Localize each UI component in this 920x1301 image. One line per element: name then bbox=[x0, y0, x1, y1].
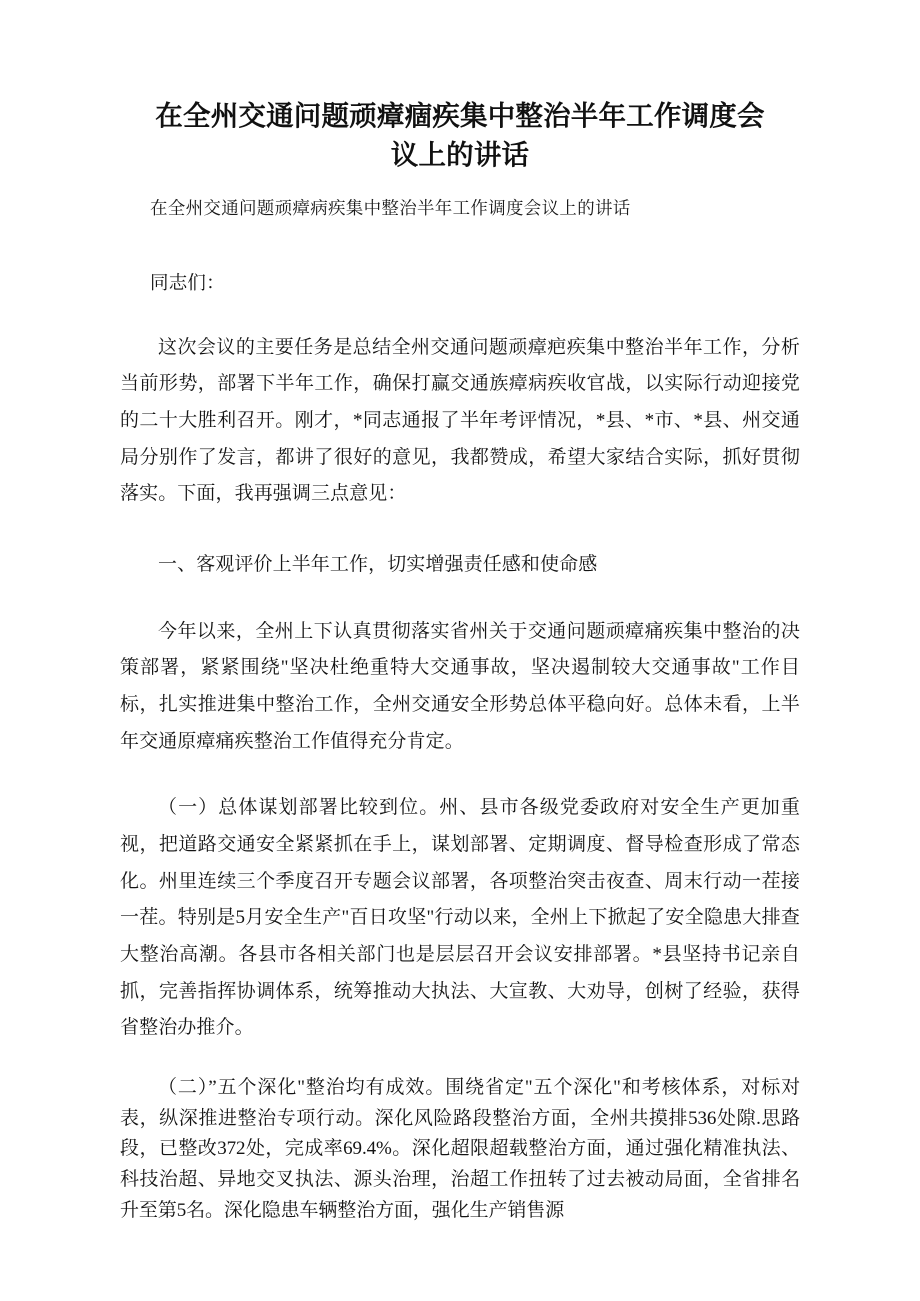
salutation: 同志们： bbox=[150, 274, 225, 295]
paragraph-intro: 这次会议的主要任务是总结全州交通问题顽瘴疤疾集中整治半年工作，分析当前形势，部署下半年工作，确保打赢交通族瘴病疾收官战，以实际行动迎接党的二十大胜利召开。刚才，*同志通报了半年考评情况，*县、*市、*县、州交通局分别作了发言，都讲了很好的意见，我都赞成，希望大家结合实际，抓好贯彻落实。下面，我再强调三点意见： bbox=[120, 336, 800, 505]
paragraph-item-one: （一）总体谋划部署比较到位。州、县市各级党委政府对安全生产更加重视，把道路交通安全紧紧抓在手上，谋划部署、定期调度、督导检查形成了常态化。州里连续三个季度召开专题会议部署，各项整治突击夜查、周末行动一茬接一茬。特别是5月安全生产"百日攻坚"行动以来，全州上下掀起了安全隐患大排查大整治高潮。各县市各相关部门也是层层召开会议安排部署。*县坚持书记亲自抓，完善指挥协调体系，统筹推动大执法、大宣教、大劝导，创树了经验，获得省整治办推介。 bbox=[120, 797, 800, 1039]
page-title: 在全州交通问题顽瘴痼疾集中整治半年工作调度会议上的讲话 bbox=[155, 100, 765, 171]
section-heading-one: 一、客观评价上半年工作，切实增强责任感和使命感 bbox=[158, 553, 598, 575]
document-subtitle: 在全州交通问题顽瘴病疾集中整治半年工作调度会议上的讲话 bbox=[150, 198, 631, 219]
paragraph-item-two: （二）”五个深化"整治均有成效。围绕省定"五个深化"和考核体系，对标对表，纵深推进整治专项行动。深化风险路段整治方面，全州共摸排536处隙.思路段，已整改372处，完成率69.4%。深化超限超载整治方面，通过强化精准执法、科技治超、异地交叉执法、源头治理，治超工作扭转了过去被动局面，全省排名升至第5名。深化隐患车辆整治方面，强化生产销售源 bbox=[120, 1076, 800, 1221]
paragraph-section-one-body: 今年以来，全州上下认真贯彻落实省州关于交通问题顽瘴痛疾集中整治的决策部署，紧紧围绕"坚决杜绝重特大交通事故，坚决遏制较大交通事故"工作目标，扎实推进集中整治工作，全州交通安全形势总体平稳向好。总体未看，上半年交通原瘴痛疾整治工作值得充分肯定。 bbox=[120, 620, 800, 752]
